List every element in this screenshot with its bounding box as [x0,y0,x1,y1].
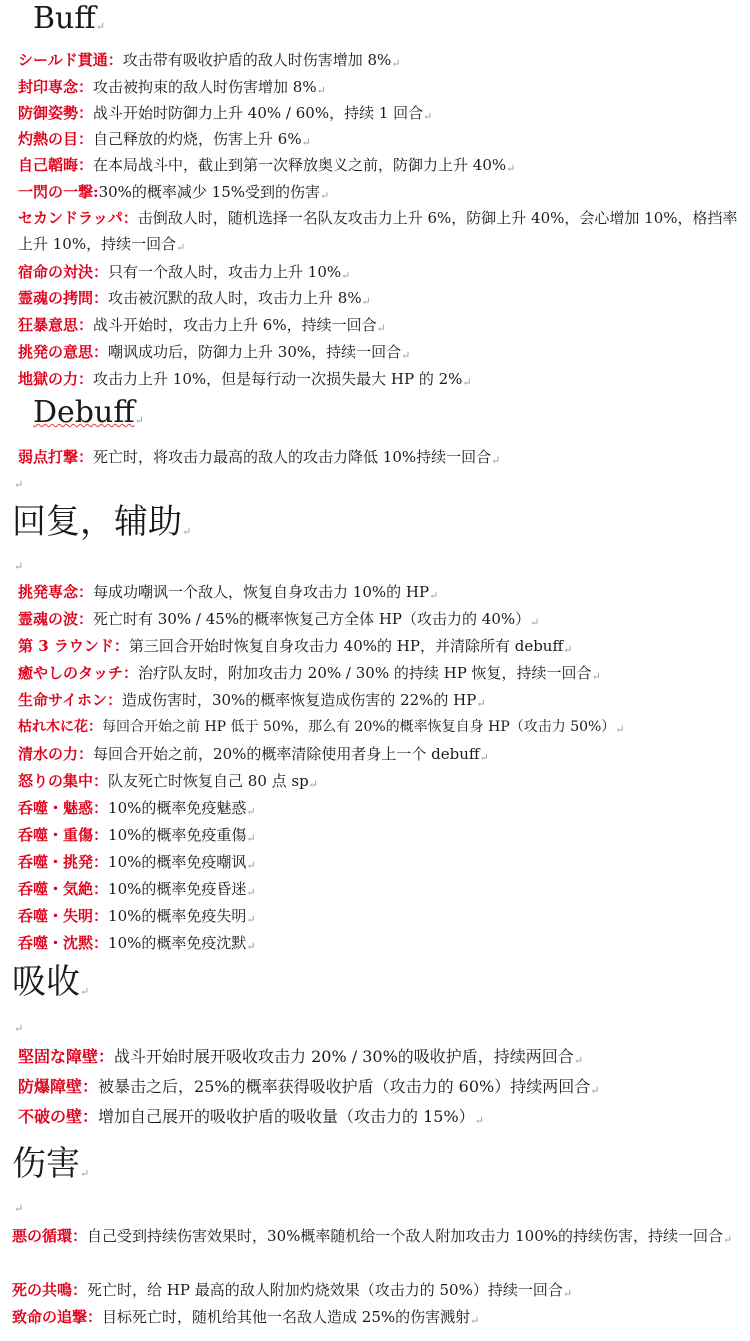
skill-line: 悪の循環：自己受到持续伤害效果时，30%概率随机给一个敌人附加攻击力 100%的持续伤害，持续一回合↵ [12,1227,733,1246]
skill-line: 挑発専念：每成功嘲讽一个敌人，恢复自身攻击力 10%的 HP↵ [18,583,439,602]
empty-paragraph-mark: ↵ [14,478,24,491]
skill-desc: 自己释放的灼烧，伤害上升 6% [93,130,302,148]
skill-name: 呑噬・重傷 [18,826,94,844]
skill-name: 防爆障壁 [18,1077,83,1096]
section-heading-buff: Buff↵ [33,1,105,36]
skill-name: 挑発の意思 [18,343,94,361]
skill-name: 清水の力 [18,745,79,763]
skill-desc: 死亡时，将攻击力最高的敌人的攻击力降低 10%持续一回合 [93,448,492,466]
skill-name: 狂暴意思 [18,316,79,334]
skill-desc: 战斗开始时，攻击力上升 6%，持续一回合 [93,316,377,334]
skill-name: 呑噬・魅惑 [18,799,94,817]
skill-line: 呑噬・挑発：10%的概率免疫嘲讽↵ [18,853,256,872]
skill-name: シールド貫通 [18,51,108,69]
skill-line: 呑噬・沈黙：10%的概率免疫沈默↵ [18,934,256,953]
skill-name: 宿命の対決 [18,263,94,281]
skill-desc: 战斗开始时展开吸收攻击力 20% / 30%的吸收护盾，持续两回合 [114,1047,574,1066]
section-heading-debuff: Debuff↵ [33,395,144,430]
skill-line: 霊魂の拷問：攻击被沉默的敌人时，攻击力上升 8%↵ [18,289,371,308]
skill-desc: 死亡时有 30% / 45%的概率恢复己方全体 HP（攻击力的 40%） [93,610,531,628]
skill-desc: 造成伤害时，30%的概率恢复造成伤害的 22%的 HP [121,691,477,709]
skill-desc: 目标死亡时，随机给其他一名敌人造成 25%的伤害溅射 [102,1308,471,1326]
skill-desc: 10%的概率免疫重傷 [108,826,247,844]
skill-name: 弱点打撃 [18,448,79,466]
skill-desc: 治疗队友时，附加攻击力 20% / 30% 的持续 HP 恢复，持续一回合 [138,664,592,682]
skill-name: 霊魂の拷問 [18,289,94,307]
skill-name: 霊魂の波 [18,610,79,628]
skill-name: 第 3 ラウンド [18,637,114,655]
skill-name: 自己韜晦 [18,156,79,174]
skill-desc: 10%的概率免疫失明 [108,907,247,925]
skill-line: 堅固な障壁：战斗开始时展开吸收攻击力 20% / 30%的吸收护盾，持续两回合↵ [18,1047,584,1067]
skill-desc: 10%的概率免疫昏迷 [108,880,247,898]
skill-line: 一閃の一撃:30%的概率减少 15%受到的伤害↵ [18,183,330,202]
skill-name: 一閃の一撃 [18,183,94,201]
skill-name: 防御姿勢 [18,104,79,122]
skill-name: 死の共鳴 [12,1281,73,1299]
skill-name: 癒やしのタッチ [18,664,124,682]
skill-line: セカンドラッパ：击倒敌人时，随机选择一名队友攻击力上升 6%，防御上升 40%，会心增加 10%，格挡率上升 10%，持续一回合↵ [18,209,738,254]
skill-line: 呑噬・気絶：10%的概率免疫昏迷↵ [18,880,256,899]
skill-desc: 每回合开始之前，20%的概率清除使用者身上一个 debuff [93,745,480,763]
skill-name: 灼熱の目 [18,130,79,148]
skill-desc: 攻击力上升 10%，但是每行动一次损失最大 HP 的 2% [93,370,463,388]
skill-line: 弱点打撃：死亡时，将攻击力最高的敌人的攻击力降低 10%持续一回合↵ [18,448,501,467]
skill-name: 呑噬・気絶 [18,880,94,898]
section-heading-damage: 伤害↵ [12,1144,90,1184]
skill-line: 枯れ木に花：每回合开始之前 HP 低于 50%，那么有 20%的概率恢复自身 HP（攻击力 50%）↵ [18,719,625,736]
empty-paragraph-mark: ↵ [14,1202,24,1215]
skill-name: 地獄の力 [18,370,79,388]
skill-desc: 攻击带有吸收护盾的敌人时伤害增加 8% [122,51,392,69]
skill-name: 堅固な障壁 [18,1047,99,1066]
skill-name: 封印専念 [18,78,79,96]
skill-desc: 攻击被拘束的敌人时伤害增加 8% [93,78,317,96]
skill-line: 挑発の意思：嘲讽成功后，防御力上升 30%，持续一回合↵ [18,343,411,362]
skill-name: 不破の壁 [18,1107,83,1126]
skill-desc: 10%的概率免疫沈默 [108,934,247,952]
skill-desc: 自己受到持续伤害效果时，30%概率随机给一个敌人附加攻击力 100%的持续伤害，持续一回合 [87,1227,724,1245]
skill-line: 清水の力：每回合开始之前，20%的概率清除使用者身上一个 debuff↵ [18,745,489,764]
skill-line: 生命サイホン：造成伤害时，30%的概率恢复造成伤害的 22%的 HP↵ [18,691,486,710]
skill-line: 第 3 ラウンド：第三回合开始时恢复自身攻击力 40%的 HP，并清除所有 debuff↵ [18,637,573,656]
skill-line: シールド貫通：攻击带有吸收护盾的敌人时伤害增加 8%↵ [18,51,401,70]
skill-desc: 嘲讽成功后，防御力上升 30%，持续一回合 [108,343,402,361]
skill-desc: 第三回合开始时恢复自身攻击力 40%的 HP，并清除所有 debuff [128,637,564,655]
skill-desc: 攻击被沉默的敌人时，攻击力上升 8% [108,289,362,307]
skill-line: 霊魂の波：死亡时有 30% / 45%的概率恢复己方全体 HP（攻击力的 40%）↵ [18,610,540,629]
skill-desc: 队友死亡时恢复自己 80 点 sp [108,772,309,790]
skill-line: 癒やしのタッチ：治疗队友时，附加攻击力 20% / 30% 的持续 HP 恢复，持续一回合↵ [18,664,601,683]
skill-line: 封印専念：攻击被拘束的敌人时伤害增加 8%↵ [18,78,326,97]
skill-desc: 每回合开始之前 HP 低于 50%，那么有 20%的概率恢复自身 HP（攻击力 50%） [102,719,616,735]
skill-line: 自己韜晦：在本局战斗中，截止到第一次释放奥义之前，防御力上升 40%↵ [18,156,516,175]
skill-line: 狂暴意思：战斗开始时，攻击力上升 6%，持续一回合↵ [18,316,386,335]
skill-name: セカンドラッパ [18,209,123,227]
skill-name: 呑噬・失明 [18,907,94,925]
empty-paragraph-mark: ↵ [14,560,24,573]
skill-line: 呑噬・魅惑：10%的概率免疫魅惑↵ [18,799,256,818]
empty-paragraph-mark: ↵ [14,1022,24,1035]
skill-desc: 10%的概率免疫嘲讽 [108,853,247,871]
skill-line: 呑噬・失明：10%的概率免疫失明↵ [18,907,256,926]
skill-desc: 被暴击之后，25%的概率获得吸收护盾（攻击力的 60%）持续两回合 [98,1077,591,1096]
skill-desc: 死亡时，给 HP 最高的敌人附加灼烧效果（攻击力的 50%）持续一回合 [87,1281,563,1299]
skill-desc: 战斗开始时防御力上升 40% / 60%，持续 1 回合 [93,104,424,122]
skill-name: 生命サイホン [18,691,107,709]
skill-name: 挑発専念 [18,583,79,601]
skill-line: 灼熱の目：自己释放的灼烧，伤害上升 6%↵ [18,130,311,149]
skill-line: 不破の壁：增加自己展开的吸收护盾的吸收量（攻击力的 15%）↵ [18,1107,484,1127]
skill-name: 呑噬・沈黙 [18,934,94,952]
skill-desc: 10%的概率免疫魅惑 [108,799,247,817]
skill-desc: 每成功嘲讽一个敌人，恢复自身攻击力 10%的 HP [93,583,430,601]
skill-line: 呑噬・重傷：10%的概率免疫重傷↵ [18,826,256,845]
skill-line: 地獄の力：攻击力上升 10%，但是每行动一次损失最大 HP 的 2%↵ [18,370,472,389]
skill-line: 宿命の対決：只有一个敌人时，攻击力上升 10%↵ [18,263,351,282]
skill-desc: 增加自己展开的吸收护盾的吸收量（攻击力的 15%） [98,1107,475,1126]
section-heading-absorb: 吸收↵ [12,962,90,1002]
skill-name: 悪の循環 [12,1227,73,1245]
skill-line: 致命の追撃：目标死亡时，随机给其他一名敌人造成 25%的伤害溅射↵ [12,1308,480,1327]
skill-line: 死の共鳴：死亡时，给 HP 最高的敌人附加灼烧效果（攻击力的 50%）持续一回合↵ [12,1281,573,1300]
skill-line: 防爆障壁：被暴击之后，25%的概率获得吸收护盾（攻击力的 60%）持续两回合↵ [18,1077,600,1097]
skill-desc: 30%的概率减少 15%受到的伤害 [98,183,321,201]
skill-desc: 击倒敌人时，随机选择一名队友攻击力上升 6%，防御上升 40%，会心增加 10%，格挡率上升 10%，持续一回合 [18,209,738,253]
skill-name: 怒りの集中 [18,772,94,790]
skill-desc: 在本局战斗中，截止到第一次释放奥义之前，防御力上升 40% [93,156,507,174]
skill-name: 呑噬・挑発 [18,853,94,871]
skill-desc: 只有一个敌人时，攻击力上升 10% [108,263,342,281]
skill-name: 致命の追撃 [12,1308,88,1326]
skill-name: 枯れ木に花 [18,719,88,735]
section-heading-recovery: 回复，辅助↵ [12,502,192,542]
skill-line: 防御姿勢：战斗开始时防御力上升 40% / 60%，持续 1 回合↵ [18,104,433,123]
skill-line: 怒りの集中：队友死亡时恢复自己 80 点 sp↵ [18,772,318,791]
